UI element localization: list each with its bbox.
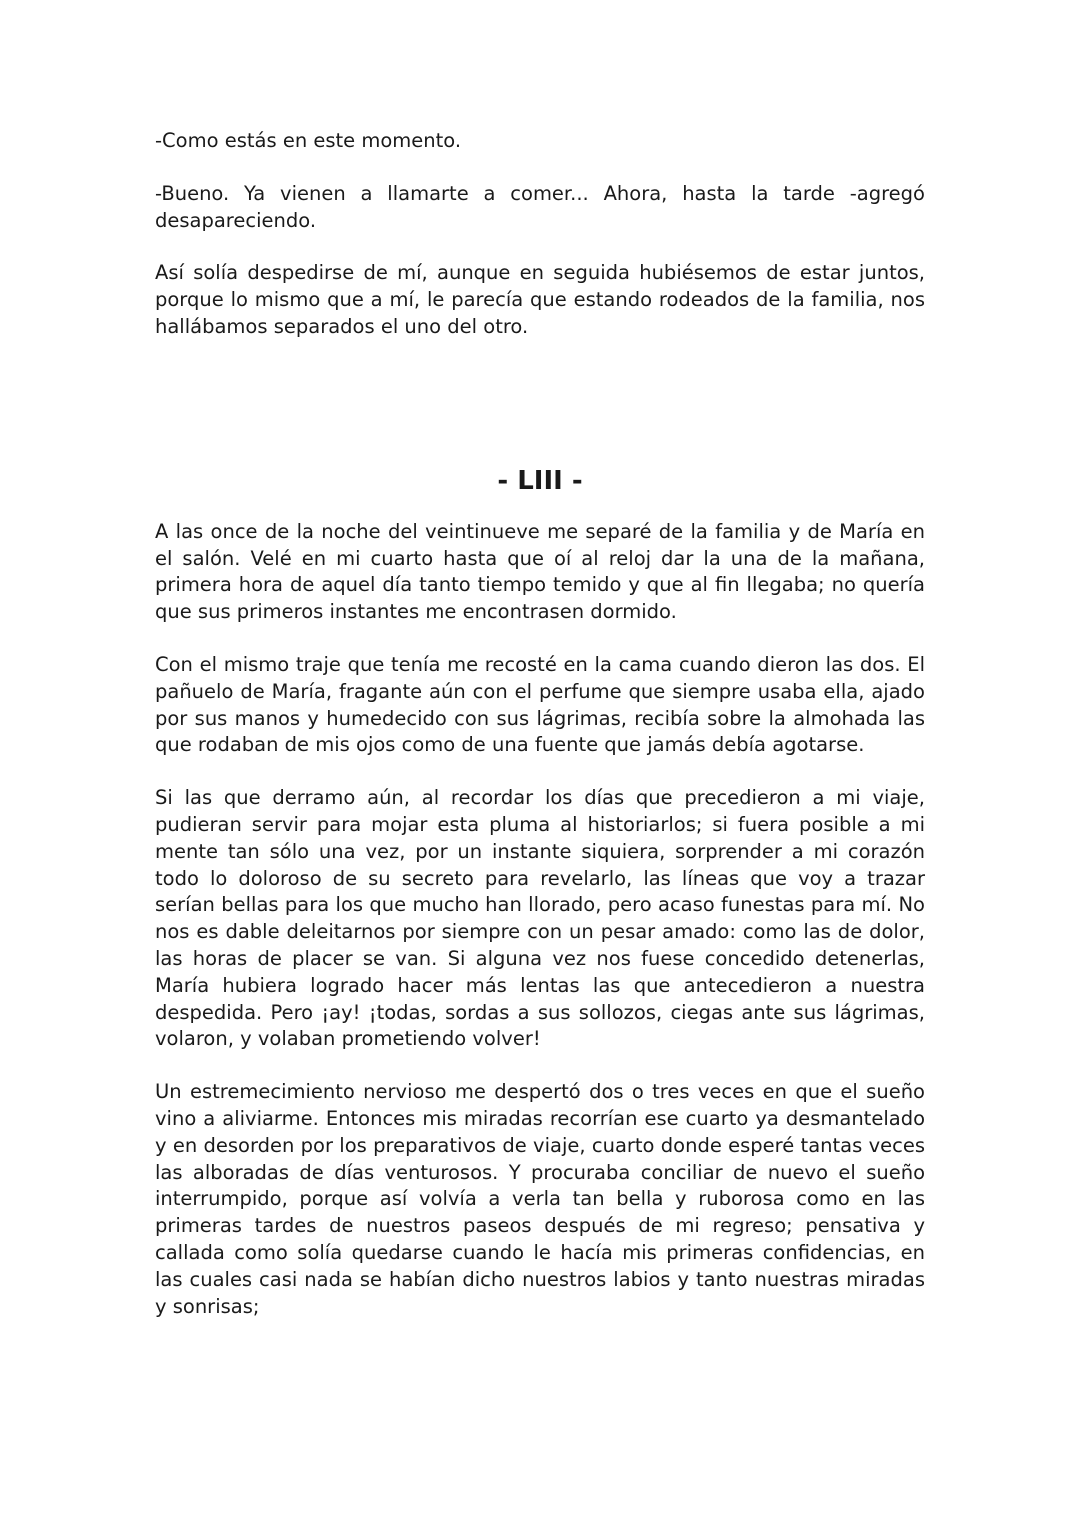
- body-paragraph: Si las que derramo aún, al recordar los días que precedieron a mi viaje, pudieran servir para mojar esta pluma al historiarlos; si fuera posible a mi mente tan sólo una vez, por un instante siquiera, sorprender a mi corazón todo lo doloroso de su secreto para revelarlo, las líneas que voy a trazar serían bellas para los que mucho han llorado, pero acaso funestas para mí. No nos es dable deleitarnos por siempre con un pesar amado: como las de dolor, las horas de placer se van. Si alguna vez nos fuese concedido detenerlas, María hubiera logrado hacer más lentas las que antecedieron a nuestra despedida. Pero ¡ay! ¡todas, sordas a sus sollozos, ciegas ante sus lágrimas, volaron, y volaban prometiendo volver!: [155, 786, 925, 1051]
- body-paragraph: Así solía despedirse de mí, aunque en seguida hubiésemos de estar juntos, porque lo mismo que a mí, le parecía que estando rodeados de la familia, nos hallábamos separados el uno del otro.: [155, 261, 925, 338]
- document-page: [155, 128, 925, 1320]
- chapter-heading: - LIII -: [497, 465, 583, 496]
- body-paragraph: A las once de la noche del veintinueve me separé de la familia y de María en el salón. Velé en mi cuarto hasta que oí al reloj dar la una de la mañana, primera hora de aquel día tanto tiempo temido y que al fin llegaba; no quería que sus primeros instantes me encontrasen dormido.: [155, 519, 925, 624]
- dialogue-paragraph: -Bueno. Ya vienen a llamarte a comer... Ahora, hasta la tarde -agregó desapareciendo.: [155, 181, 925, 232]
- body-paragraph: Con el mismo traje que tenía me recosté en la cama cuando dieron las dos. El pañuelo de María, fragante aún con el perfume que siempre usaba ella, ajado por sus manos y humedecido con sus lágrimas, recibía sobre la almohada las que rodaban de mis ojos como de una fuente que jamás debía agotarse.: [155, 652, 925, 757]
- body-paragraph: Un estremecimiento nervioso me despertó dos o tres veces en que el sueño vino a aliviarme. Entonces mis miradas recorrían ese cuarto ya desmantelado y en desorden por los preparativos de viaje, cuarto donde esperé tantas veces las alboradas de días venturosos. Y procuraba conciliar de nuevo el sueño interrumpido, porque así volvía a verla tan bella y ruborosa como en las primeras tardes de nuestros paseos después de mi regreso; pensativa y callada como solía quedarse cuando le hacía mis primeras confidencias, en las cuales casi nada se habían dicho nuestros labios y tanto nuestras miradas y sonrisas;: [155, 1080, 925, 1318]
- dialogue-paragraph: -Como estás en este momento.: [155, 129, 462, 152]
